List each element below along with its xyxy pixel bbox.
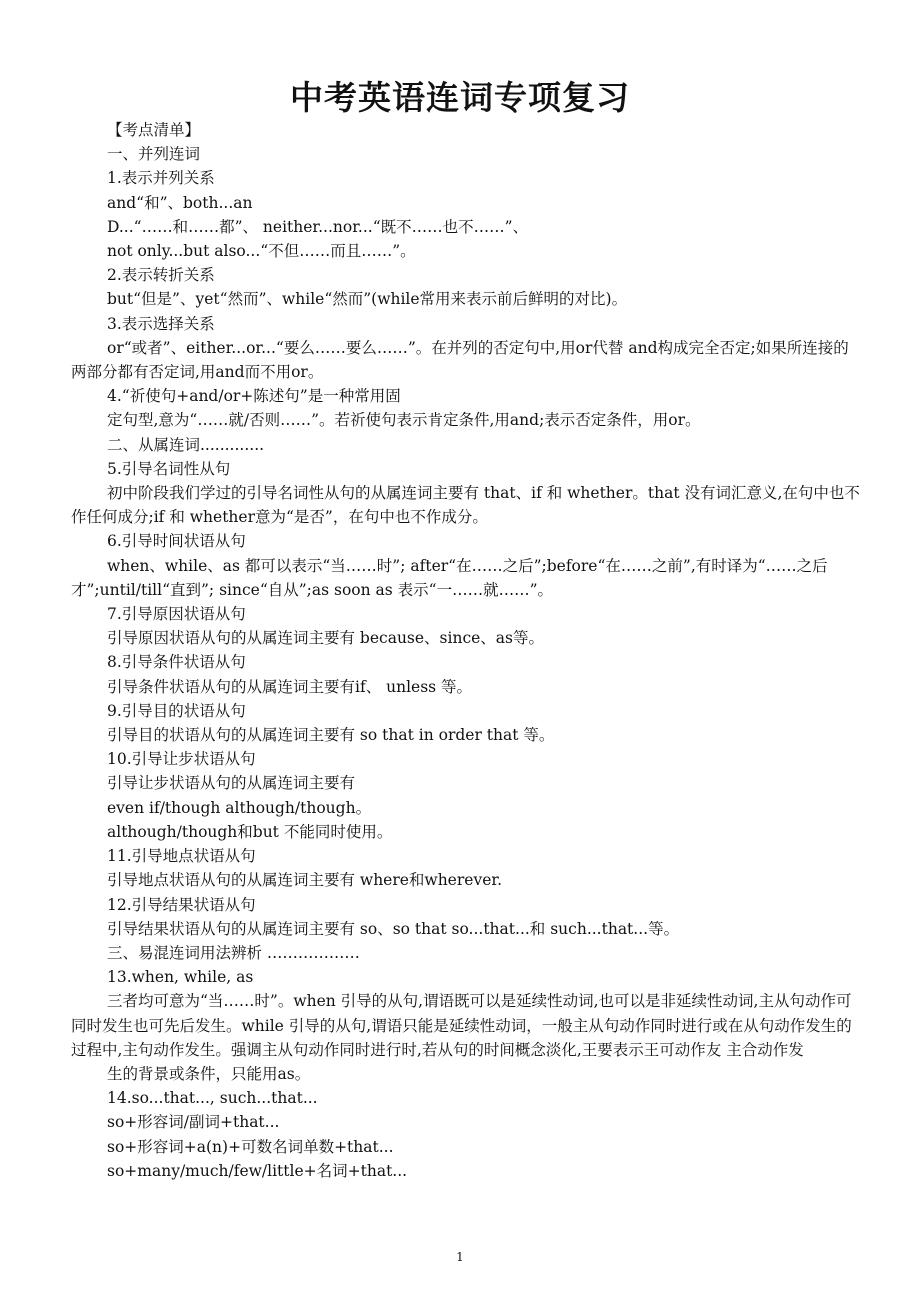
- text-line: 引导让步状语从句的从属连词主要有: [107, 774, 356, 793]
- text-line: 5.引导名词性从句: [107, 459, 231, 478]
- text-line: 引导条件状语从句的从属连词主要有if、 unless 等。: [107, 677, 473, 696]
- text-line: or“或者”、either...or...“要么……要么……”。在并列的否定句中,用or代替 and构成完全否定;如果所连接的两部分都有否定词,用and而不用or。: [71, 338, 849, 382]
- text-line: although/though和but 不能同时使用。: [107, 822, 393, 841]
- text-line: 4.“祈使句+and/or+陈述句”是一种常用固: [107, 387, 401, 406]
- text-line: 三、易混连词用法辨析 ………………: [107, 943, 360, 962]
- text-line: 11.引导地点状语从句: [107, 847, 256, 866]
- text-line: 生的背景或条件，只能用as。: [107, 1064, 311, 1083]
- text-line: when、while、as 都可以表示“当……时”; after“在……之后”;before“在……之前”,有时译为“……之后才”;until/till“直到”; since“自从”;as soon as 表示“一……就……”。: [71, 556, 828, 599]
- document-title: 中考英语连词专项复习: [290, 78, 630, 117]
- text-line: 8.引导条件状语从句: [107, 653, 246, 672]
- text-line: so+形容词/副词+that...: [107, 1113, 280, 1132]
- text-line: 【考点清单】: [107, 121, 201, 139]
- page-number: 1: [456, 1250, 464, 1264]
- text-line: so+形容词+a(n)+可数名词单数+that...: [107, 1137, 394, 1156]
- text-line: so+many/much/few/little+名词+that...: [107, 1161, 408, 1180]
- text-line: 3.表示选择关系: [107, 314, 215, 333]
- text-line: 12.引导结果状语从句: [107, 895, 256, 914]
- text-line: 7.引导原因状语从句: [107, 605, 246, 624]
- text-line: 引导目的状语从句的从属连词主要有 so that in order that 等。: [107, 726, 555, 745]
- text-line: 1.表示并列关系: [107, 169, 215, 188]
- text-line: 引导地点状语从句的从属连词主要有 where和wherever.: [107, 871, 503, 890]
- text-line: 定句型,意为“……就/否则……”。若祈使句表示肯定条件,用and;表示否定条件，用or。: [107, 411, 701, 430]
- text-line: 2.表示转折关系: [107, 266, 215, 285]
- text-line: not only...but also...“不但……而且……”。: [107, 242, 416, 261]
- text-line: 14.so...that..., such...that...: [107, 1089, 318, 1108]
- text-line: 初中阶段我们学过的引导名词性从句的从属连词主要有 that、if 和 whether。that 没有词汇意义,在句中也不作任何成分;if 和 whether意为“是否”，在句中也不作成分。: [71, 484, 860, 527]
- text-line: 三者均可意为“当……时”。when 引导的从句,谓语既可以是延续性动词,也可以是非延续性动词,主从句动作可同时发生也可先后发生。while 引导的从句,谓语只能是延续性动词，一般主从句动作同时进行或在从句动作发生的过程中,主句动作发生。强调主从句动作同时进行时,若从句的时间概念淡化,王要表示王可动作友 主合动作发: [71, 992, 852, 1059]
- text-line: 引导结果状语从句的从属连词主要有 so、so that so...that...和 such...that...等。: [107, 919, 680, 938]
- text-line: 13.when, while, as: [107, 968, 254, 987]
- text-line: 9.引导目的状语从句: [107, 701, 246, 720]
- text-line: 二、从属连词.............: [107, 435, 265, 454]
- text-line: D...“……和……都”、 neither...nor...“既不……也不……”、: [107, 217, 529, 236]
- text-line: 引导原因状语从句的从属连词主要有 because、since、as等。: [107, 629, 544, 648]
- text-line: 10.引导让步状语从句: [107, 750, 256, 769]
- document-body: [71, 118, 861, 1183]
- text-line: but“但是”、yet“然而”、while“然而”(while常用来表示前后鲜明的对比)。: [107, 290, 628, 309]
- text-line: 一、并列连词: [107, 145, 201, 164]
- text-line: 6.引导时间状语从句: [107, 532, 246, 551]
- text-line: and“和”、both...an: [107, 193, 253, 212]
- text-line: even if/though although/though。: [107, 798, 372, 817]
